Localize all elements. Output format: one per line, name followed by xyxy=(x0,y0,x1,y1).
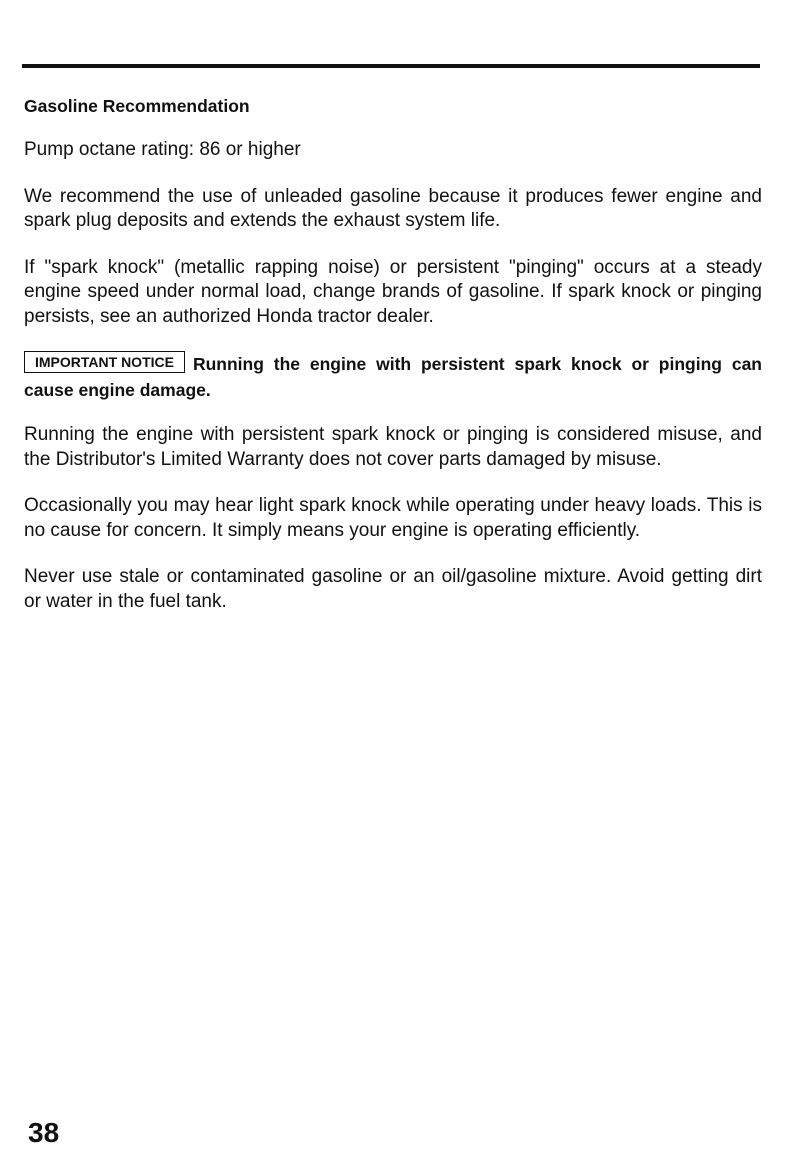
spark-knock-paragraph: If "spark knock" (metallic rapping noise) or persistent "pinging" occurs at a steady engine speed under normal load, change brands of gasoline. If spark knock or pinging persists, see an authorized Honda tractor dealer. xyxy=(24,256,762,327)
stale-gasoline-paragraph: Never use stale or contaminated gasoline or an oil/gasoline mixture. Avoid getting dirt or water in the fuel tank. xyxy=(24,566,762,612)
page-number: 38 xyxy=(28,1117,60,1148)
octane-rating-paragraph: Pump octane rating: 86 or higher xyxy=(24,139,301,160)
important-notice-text: Running the engine with persistent spark knock or pinging can cause engine damage. xyxy=(24,354,762,400)
top-rule xyxy=(22,64,760,68)
section-heading: Gasoline Recommendation xyxy=(24,96,250,116)
page-content xyxy=(24,94,762,636)
misuse-warranty-paragraph: Running the engine with persistent spark knock or pinging is considered misuse, and the Distributor's Limited Warranty does not cover parts damaged by misuse. xyxy=(24,424,762,470)
unleaded-recommendation-paragraph: We recommend the use of unleaded gasoline because it produces fewer engine and spark plug deposits and extends the exhaust system life. xyxy=(24,185,762,231)
important-notice-badge: IMPORTANT NOTICE xyxy=(24,351,185,373)
important-notice xyxy=(24,351,762,403)
light-knock-paragraph: Occasionally you may hear light spark knock while operating under heavy loads. This is no cause for concern. It simply means your engine is operating efficiently. xyxy=(24,495,762,541)
